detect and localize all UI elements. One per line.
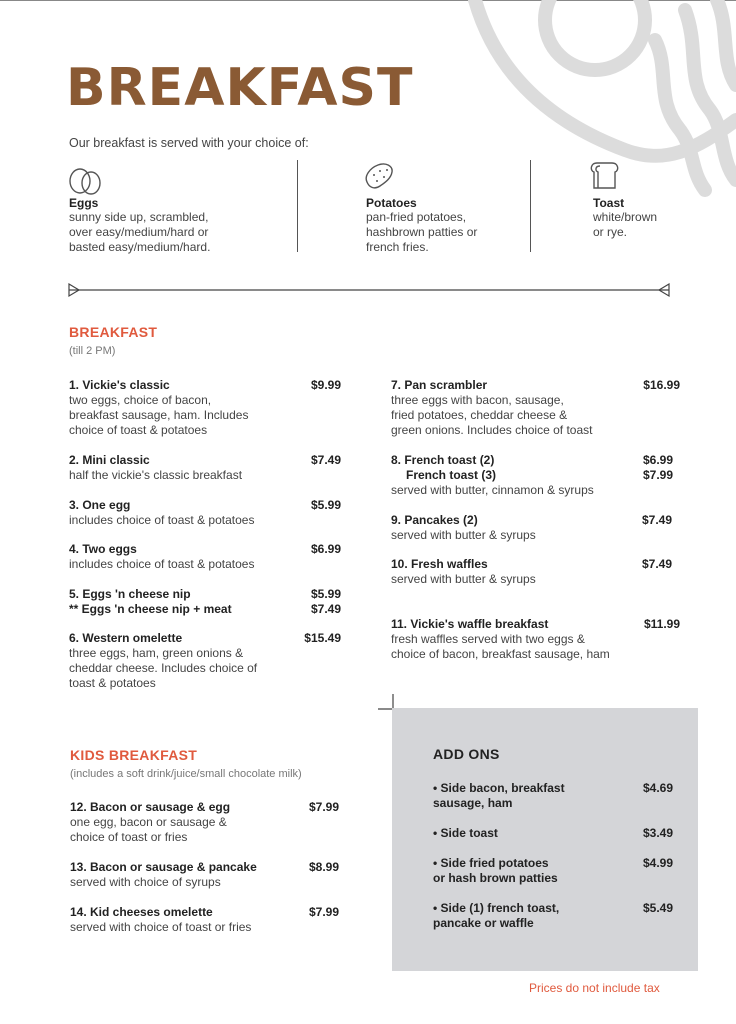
menu-item xyxy=(391,378,680,438)
eggs-icon xyxy=(68,166,102,196)
addons-title: ADD ONS xyxy=(433,746,500,762)
item-desc: served with choice of syrups xyxy=(70,875,221,889)
option-title-toast: Toast xyxy=(593,196,625,210)
breakfast-section-subtitle: (till 2 PM) xyxy=(69,345,116,357)
item-price: $6.99 xyxy=(310,542,341,556)
addon-item xyxy=(433,781,673,811)
item-name: 1. Vickie's classic xyxy=(69,378,170,392)
potato-icon xyxy=(362,160,396,190)
item-desc: includes choice of toast & potatoes xyxy=(69,557,255,571)
item-price: $6.99 xyxy=(642,453,673,467)
item-price: $7.49 xyxy=(641,513,672,527)
item-price: $7.49 xyxy=(310,453,341,467)
addon-name: • Side bacon, breakfast sausage, ham xyxy=(433,781,565,810)
addon-price: $4.69 xyxy=(642,781,673,795)
option-title-potatoes: Potatoes xyxy=(366,196,417,210)
breakfast-section-title: BREAKFAST xyxy=(69,324,158,340)
menu-item xyxy=(69,631,341,691)
item-name: 14. Kid cheeses omelette xyxy=(70,905,213,919)
kids-section-subtitle: (includes a soft drink/juice/small chocolate milk) xyxy=(70,768,302,780)
menu-item xyxy=(391,513,672,543)
addon-price: $3.49 xyxy=(642,826,673,840)
item-name: 5. Eggs 'n cheese nip xyxy=(69,587,191,601)
page-title: BREAKFAST xyxy=(66,58,414,118)
addon-item xyxy=(433,826,673,841)
item-desc: served with butter, cinnamon & syrups xyxy=(391,483,594,497)
item-price: $16.99 xyxy=(643,378,680,392)
menu-item xyxy=(69,587,341,617)
item-desc: fresh waffles served with two eggs & choice of bacon, breakfast sausage, ham xyxy=(391,632,610,661)
item-desc: served with choice of toast or fries xyxy=(70,920,252,934)
addon-price: $4.99 xyxy=(642,856,673,870)
kids-section-title: KIDS BREAKFAST xyxy=(70,747,198,763)
item-desc: one egg, bacon or sausage & choice of toast or fries xyxy=(70,815,227,844)
divider xyxy=(297,160,298,252)
option-title-eggs: Eggs xyxy=(69,196,99,210)
item-name: 7. Pan scrambler xyxy=(391,378,488,392)
item-price: $15.49 xyxy=(304,631,341,645)
menu-item xyxy=(69,542,341,572)
menu-item xyxy=(69,378,341,438)
item-name-variant: ** Eggs 'n cheese nip + meat xyxy=(69,602,232,616)
intro-text: Our breakfast is served with your choice of: xyxy=(69,136,309,150)
menu-item xyxy=(69,453,341,483)
addon-name: • Side (1) french toast, pancake or waffle xyxy=(433,901,560,930)
menu-item xyxy=(391,557,672,587)
item-name: 11. Vickie's waffle breakfast xyxy=(391,617,549,631)
section-divider-arrow xyxy=(66,282,672,298)
menu-item xyxy=(391,617,680,662)
item-price: $7.99 xyxy=(308,905,339,919)
menu-item xyxy=(70,905,339,935)
item-name: 13. Bacon or sausage & pancake xyxy=(70,860,257,874)
item-price-variant: $7.99 xyxy=(642,468,673,482)
addon-name: • Side toast xyxy=(433,826,498,840)
item-name: 3. One egg xyxy=(69,498,131,512)
item-name: 8. French toast (2) xyxy=(391,453,495,467)
item-name: 10. Fresh waffles xyxy=(391,557,488,571)
addon-item xyxy=(433,901,673,931)
menu-item xyxy=(69,498,341,528)
item-price: $7.99 xyxy=(308,800,339,814)
item-price-variant: $7.49 xyxy=(310,602,341,616)
item-price: $9.99 xyxy=(310,378,341,392)
item-name: 4. Two eggs xyxy=(69,542,137,556)
item-name: 6. Western omelette xyxy=(69,631,183,645)
option-desc-toast: white/brown or rye. xyxy=(593,210,658,239)
menu-item xyxy=(70,800,339,845)
item-price: $5.99 xyxy=(310,498,341,512)
item-price: $7.49 xyxy=(641,557,672,571)
item-price: $5.99 xyxy=(310,587,341,601)
item-desc: three eggs with bacon, sausage, fried potatoes, cheddar cheese & green onions. Includes choice of toast xyxy=(391,393,593,437)
item-price: $11.99 xyxy=(643,617,680,631)
item-name: 12. Bacon or sausage & egg xyxy=(70,800,231,814)
item-desc: served with butter & syrups xyxy=(391,528,536,542)
item-name-variant: French toast (3) xyxy=(406,468,497,482)
item-desc: two eggs, choice of bacon, breakfast sausage, ham. Includes choice of toast & potatoes xyxy=(69,393,249,437)
menu-item xyxy=(70,860,339,890)
addon-item xyxy=(433,856,673,886)
addon-price: $5.49 xyxy=(642,901,673,915)
option-desc-eggs: sunny side up, scrambled, over easy/medium/hard or basted easy/medium/hard. xyxy=(69,210,211,254)
item-name: 9. Pancakes (2) xyxy=(391,513,478,527)
item-price: $8.99 xyxy=(308,860,339,874)
item-name: 2. Mini classic xyxy=(69,453,150,467)
menu-item xyxy=(391,453,680,498)
option-desc-potatoes: pan-fried potatoes, hashbrown patties or french fries. xyxy=(366,210,478,254)
tax-note: Prices do not include tax xyxy=(529,981,660,995)
divider xyxy=(530,160,531,252)
toast-icon xyxy=(588,160,622,190)
addon-name: • Side fried potatoes or hash brown patties xyxy=(433,856,558,885)
item-desc: three eggs, ham, green onions & cheddar cheese. Includes choice of toast & potatoes xyxy=(69,646,258,690)
item-desc: includes choice of toast & potatoes xyxy=(69,513,255,527)
item-desc: half the vickie's classic breakfast xyxy=(69,468,243,482)
item-desc: served with butter & syrups xyxy=(391,572,536,586)
